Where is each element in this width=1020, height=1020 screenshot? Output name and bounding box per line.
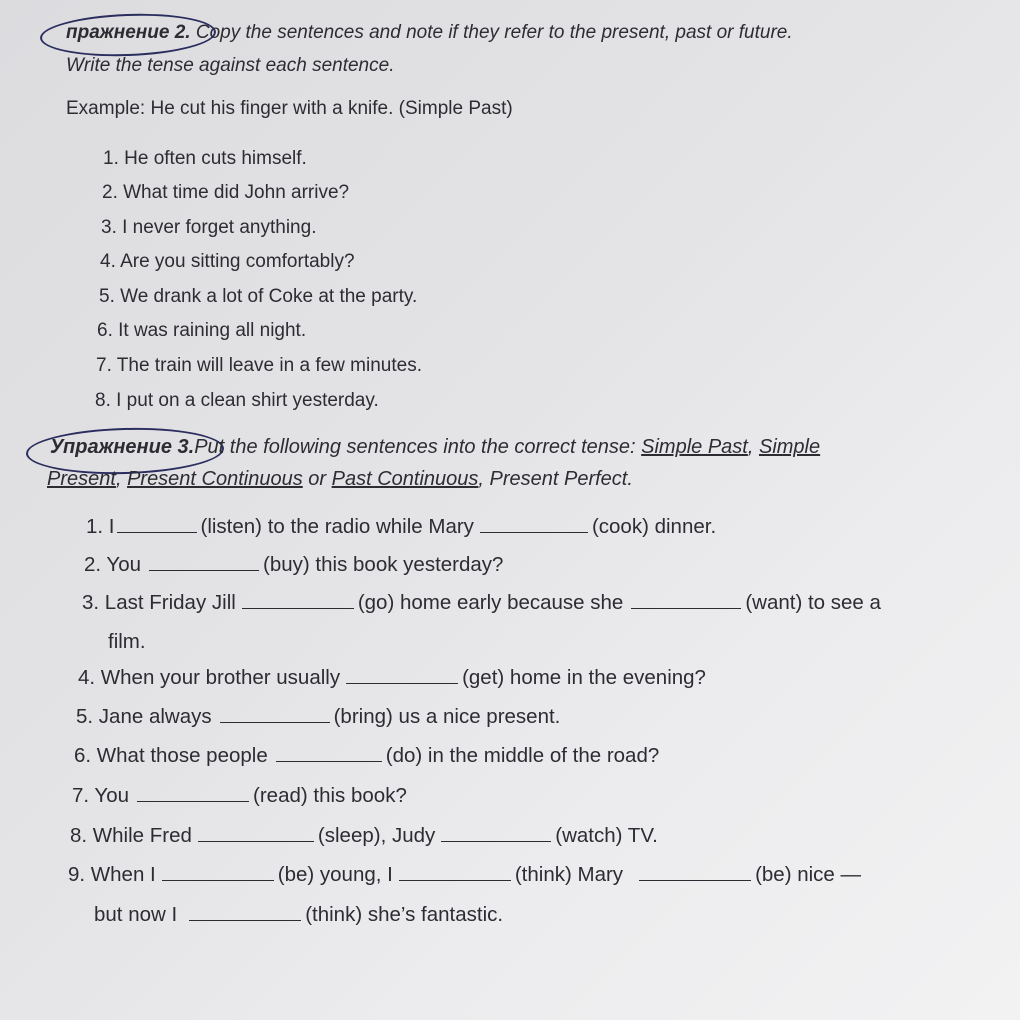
item-text: 8. While Fred [70,824,192,847]
exercise-3-item-6 [74,744,659,768]
exercise-3-item-7 [72,784,407,808]
answer-blank[interactable] [220,721,330,723]
item-text: (be) young, I [277,863,393,886]
exercise-3-label: Упражнение 3. [50,436,195,458]
item-text: (think) she’s fantastic. [305,903,504,926]
item-text: (cook) dinner. [591,515,717,538]
item-text: 6. What those people [74,744,268,767]
item-text: (watch) TV. [555,824,658,847]
item-text: (sleep), Judy [317,824,436,847]
tense-simple-present-part-2: Present [47,468,116,490]
exercise-3-item-4 [78,666,706,690]
item-text: (listen) to the radio while Mary [200,515,474,538]
exercise-2-label: пражнение 2. [66,22,191,43]
item-text: (want) to see a [745,591,881,614]
separator: , [115,468,128,490]
exercise-3-heading-line-2 [47,468,633,491]
item-text: (go) home early because she [357,591,624,614]
answer-blank[interactable] [399,879,511,881]
tense-present-continuous: Present Continuous [127,468,303,490]
exercise-3-item-3-continued: film. [108,630,146,653]
tense-past-continuous: Past Continuous [331,468,479,490]
answer-blank[interactable] [242,607,354,609]
exercise-2-item: 1. He often cuts himself. [103,148,307,169]
answer-blank[interactable] [117,531,197,533]
tense-present-perfect: , Present Perfect. [478,468,633,490]
exercise-2-item: 2. What time did John arrive? [102,182,350,203]
item-text: (think) Mary [514,863,624,886]
item-text: (do) in the middle of the road? [385,744,660,767]
item-text: (bring) us a nice present. [333,705,561,728]
item-text: (buy) this book yesterday? [263,553,504,576]
exercise-3-item-5 [76,705,560,729]
item-text: 7. You [72,784,130,807]
item-text: but now I [94,903,178,926]
answer-blank[interactable] [137,800,249,802]
exercise-3-item-1 [86,515,716,539]
exercise-2-item: 8. I put on a clean shirt yesterday. [95,390,379,411]
exercise-2-heading [66,22,793,44]
exercise-3-item-9-continued [94,903,503,927]
answer-blank[interactable] [480,531,588,533]
tense-simple-present-part-1: Simple [758,436,821,458]
answer-blank[interactable] [162,879,274,881]
answer-blank[interactable] [198,840,314,842]
exercise-3-item-8 [70,824,658,848]
answer-blank[interactable] [149,569,259,571]
item-text: (be) nice — [755,863,862,886]
exercise-2-item: 5. We drank a lot of Coke at the party. [99,286,418,307]
exercise-3-item-9 [68,863,861,887]
item-text: 9. When I [68,863,156,886]
exercise-2-example: Example: He cut his finger with a knife. (Simple Past) [66,98,513,119]
exercise-2-instruction-line-1: Copy the sentences and note if they refer to the present, past or future. [195,22,793,43]
item-text: 3. Last Friday Jill [82,591,236,614]
item-text: (read) this book? [253,784,407,807]
exercise-3-item-3 [82,591,881,615]
exercise-2-item: 6. It was raining all night. [97,320,307,341]
item-text: 4. When your brother usually [78,666,341,689]
item-text: 1. I [86,515,115,538]
exercise-3-instruction: Put the following sentences into the correct tense: [194,436,642,458]
exercise-2-item: 7. The train will leave in a few minutes. [96,355,422,376]
answer-blank[interactable] [631,607,741,609]
answer-blank[interactable] [639,879,751,881]
item-text: (get) home in the evening? [462,666,706,689]
exercise-2-item: 3. I never forget anything. [101,217,317,238]
exercise-2-item: 4. Are you sitting comfortably? [100,251,355,272]
answer-blank[interactable] [346,682,458,684]
exercise-3-heading [50,436,820,459]
separator: , [747,436,759,458]
answer-blank[interactable] [276,760,382,762]
answer-blank[interactable] [189,919,301,921]
answer-blank[interactable] [441,840,551,842]
exercise-2-instruction-line-2: Write the tense against each sentence. [66,55,395,76]
exercise-3-item-2 [84,553,503,577]
or-text: or [302,468,332,490]
item-text: 5. Jane always [76,705,212,728]
tense-simple-past: Simple Past [641,436,748,458]
item-text: 2. You [84,553,142,576]
